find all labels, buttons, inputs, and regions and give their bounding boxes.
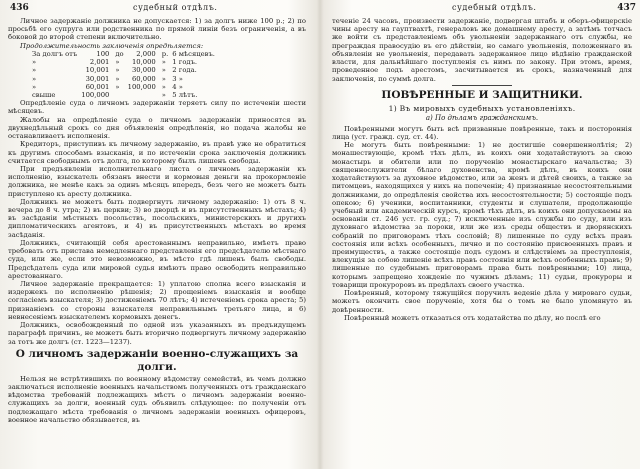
paragraph: При предъявленіи исполнительнаго листа о личномъ задержаніи къ исполненію, взыскатель обязанъ внести и кормовыя деньги на прокормленіе должника, не менѣе какъ за одинъ мѣсяцъ впередъ, безъ чего не можетъ быть приступлено къ аресту должника. bbox=[8, 164, 306, 198]
table-cell: 2,000 bbox=[136, 49, 156, 58]
table-cell: 10,001 bbox=[85, 66, 110, 75]
table-cell bbox=[128, 91, 162, 99]
table-row bbox=[32, 58, 219, 66]
table-cell: р. bbox=[161, 49, 169, 58]
table-cell: За долгъ отъ bbox=[32, 49, 78, 58]
table-cell: » bbox=[161, 90, 166, 99]
paragraph: Продолжительность заключенія опредѣляется: bbox=[20, 41, 204, 50]
table-cell: 3 » bbox=[172, 74, 183, 83]
table-cell: 4 » bbox=[172, 82, 183, 91]
divider bbox=[452, 85, 512, 86]
section-heading: ПОВѢРЕННЫЕ И ЗАЩИТНИКИ. bbox=[381, 88, 583, 101]
running-head: судебный отдѣлъ. bbox=[452, 3, 537, 12]
table-cell: » bbox=[115, 66, 120, 75]
table-cell: » bbox=[161, 66, 166, 75]
table-cell: 2 года. bbox=[172, 66, 197, 75]
paragraph: Нельзя не встрѣтившихъ по военному вѣдомству семействѣ, въ чемъ должно заключаться исполненіе военныхъ начальствомъ полученныхъ отъ гражданскаго вѣдомства требованій подлежащихъ мѣстъ о личномъ задержаніи военно-служащихъ за долги, военный судъ объявилъ слѣдующее: по полученіи отъ подлежащаго мѣста требованія о личномъ задержаніи военныхъ офицеровъ, военное начальство обязывается, въ bbox=[8, 374, 306, 424]
table-cell: 100,000 bbox=[81, 90, 110, 99]
table-row bbox=[32, 75, 219, 83]
table-cell: » bbox=[161, 82, 166, 91]
paragraph: Кредиторъ, приступивъ къ личному задержанію, въ правѣ уже не обратиться къ другимъ способамъ взысканія, и по истеченіи срока заключенія должникъ считается свободнымъ отъ долга, по которому былъ лишенъ свободы. bbox=[8, 140, 306, 165]
paragraph: Повѣренными могутъ быть всѣ призванные повѣренные, такъ и постороннія лица (уст. гражд. суд. ст. 44). bbox=[332, 124, 632, 141]
paragraph: теченіе 24 часовъ, произвести задержаніе, подвергая штабъ и оберъ-офицерскіе чины аресту на гауптвахтѣ, генераловъ же домашнему аресту, а затѣмъ тотчасъ же войти съ представленіемъ объ увольненіи задержаннаго отъ службы, не преграждая правосудію въ его дѣйствіи, но самаго увольненія, положеннаго въ объявленіи не увольненія, передавать задержанное лицо вѣдѣнію гражданской власти, для дальнѣйшаго поступленія съ нимъ по закону. При этомъ, время, проведенное подъ арестомъ, засчитывается въ срокъ, назначенный для заключенія, по суммѣ долга. bbox=[332, 17, 632, 83]
paragraph: Должникъ не можетъ быть подвергнутъ личному задержанію: 1) отъ 8 ч. вечера до 8 ч. утра; 2) въ церкви; 3) во дворцѣ и въ присутственныхъ мѣстахъ; 4) въ засѣданіи мѣстныхъ посольствъ, посольскихъ, министерскихъ и другихъ дипломатическихъ агентовъ, и 4) въ присутственныхъ мѣстахъ во время засѣданія. bbox=[8, 197, 306, 239]
table-row bbox=[32, 91, 219, 99]
paragraph: Повѣренный можетъ отказаться отъ ходатайства по дѣлу, но послѣ его bbox=[344, 313, 601, 322]
paragraph: Должникъ, освобожденный по одной изъ указанныхъ въ предъидущемъ параграфѣ причинъ, не можетъ быть вторично подвергнутъ личному задержанію за тотъ же долгъ (ст. 1223—1237). bbox=[8, 321, 306, 346]
paragraph: Жалобы на опредѣленіе суда о личномъ задержаніи приносятся въ двухнедѣльный срокъ со дня объявленія опредѣленія, но подача жалобы не останавливаетъ исполненія. bbox=[8, 115, 306, 141]
table-cell: 60,001 bbox=[85, 82, 110, 91]
table-cell: 5 лѣтъ. bbox=[172, 90, 198, 99]
table-cell: » bbox=[32, 58, 37, 67]
table-cell: » bbox=[32, 82, 37, 91]
table-cell: свыше bbox=[32, 90, 56, 99]
table-cell: 30,001 bbox=[85, 74, 110, 83]
table-row bbox=[32, 66, 219, 74]
table-cell bbox=[115, 91, 127, 99]
table-cell: » bbox=[161, 58, 166, 67]
table-cell: » bbox=[115, 82, 120, 91]
table-cell: » bbox=[32, 74, 37, 83]
table-row bbox=[32, 83, 219, 91]
right-text-column bbox=[332, 17, 632, 322]
table-cell: » bbox=[161, 74, 166, 83]
running-head: судебный отдѣлъ. bbox=[133, 3, 218, 12]
table-cell: 1 годъ. bbox=[172, 58, 198, 67]
table-cell: 60,000 bbox=[131, 74, 156, 83]
subsubsection-heading: а) По дѣламъ гражданскимъ. bbox=[425, 113, 539, 122]
section-heading: О личномъ задержаніи военно-служащихъ за долги. bbox=[15, 347, 299, 373]
paragraph: Должникъ, считающій себя арестованнымъ неправильно, имѣетъ право требовать отъ пристава немедленнаго представленія его предсѣдателю мѣстнаго суда, или же, если это невозможно, въ мѣсто гдѣ лишенъ былъ свободы. Предсѣдатель суда или мировой судья имѣютъ право освободить неправильно арестованнаго. bbox=[8, 238, 306, 280]
left-text-column bbox=[8, 17, 306, 424]
paragraph: Опредѣленіе суда о личномъ задержаніи теряетъ силу по истеченіи шести мѣсяцевъ. bbox=[8, 99, 306, 116]
paragraph: Личное задержаніе должника не допускается: 1) за долгъ ниже 100 р.; 2) по просьбѣ его супруга или родственника по прямой линіи безъ ограниченія, а въ боковой до второй степени включительно. bbox=[8, 17, 306, 42]
table-cell: до bbox=[115, 49, 124, 58]
table-row bbox=[32, 50, 219, 58]
duration-table bbox=[32, 50, 219, 99]
paragraph: Личное задержаніе прекращается: 1) уплатою сполна всего взысканія и издержекъ по исполненію рѣшенія; 2) прощеніемъ взысканія и вообще согласіемъ взыскателя; 3) достиженіемъ 70 лѣтъ; 4) истеченіемъ срока ареста; 5) признаніемъ со стороны взыскателя неправильнымъ третьяго лица, и 6) невнесеніемъ взыскателемъ кормовыхъ денегъ. bbox=[8, 280, 306, 321]
table-cell: » bbox=[115, 58, 120, 67]
right-page bbox=[322, 0, 640, 469]
table-cell: 6 мѣсяцевъ. bbox=[172, 49, 215, 58]
paragraph: Не могутъ быть повѣренными: 1) не достигшіе совершеннолѣтія; 2) монашествующіе, кромѣ тѣхъ дѣлъ, въ коихъ они ходатайствуютъ за свою монастырь и обители или по порученію монастырскаго начальства; 3) священнослужители бѣлаго духовенства, кромѣ дѣлъ, въ коихъ они ходатайствуютъ за духовное вѣдомство, или за женъ и дѣтей своихъ, а также за питомцевъ, находящихся у нихъ на попеченіи; 4) признанные несостоятельными должниками, до опредѣленія свойства ихъ несостоятельности; 5) состоящіе подъ опекою; 6) ученики, воспитанники, студенты и слушатели, продолжающіе учебный или академическій курсъ, кромѣ тѣхъ дѣлъ, въ коихъ они допускаемы на основаніи ст. 246 уст. гр. суд.; 7) исключенные изъ службы по суду, или изъ духовнаго вѣдомства за пороки, или же изъ среды обществъ и дворянскихъ собраній по приговорамъ тѣхъ сословій; 8) лишенные по суду всѣхъ правъ состоянія или всѣхъ особенныхъ, лично и по состоянію присвоенныхъ правъ и преимуществъ, а также состоящіе подъ судомъ и слѣдствіемъ за преступленія, влекущія за собою лишеніе всѣхъ правъ состоянія или всѣхъ особенныхъ правъ; 9) лишенные по судебнымъ приговорамъ права быть повѣренными; 10) лица, которымъ запрещено хожденіе по чужимъ дѣламъ; 11) судьи, прокуроры и товарищи прокуроровъ въ предѣлахъ своего участка. bbox=[332, 141, 632, 289]
page-number: 436 bbox=[10, 3, 29, 13]
table-cell: 100 bbox=[96, 49, 110, 58]
table-cell: 10,000 bbox=[131, 58, 156, 67]
subsection-heading: 1) Въ мировыхъ судебныхъ установленіяхъ. bbox=[388, 103, 576, 113]
table-cell: 2,001 bbox=[89, 58, 110, 67]
paragraph: Повѣренный, которому тяжущійся поручилъ веденіе дѣла у мироваго судьи, можетъ окончить свое порученіе, хотя бы о томъ не было упомянуто въ довѣренности. bbox=[332, 289, 632, 314]
table-cell: » bbox=[115, 74, 120, 83]
table-cell: 100,000 bbox=[127, 82, 156, 91]
page-number: 437 bbox=[617, 3, 636, 13]
table-cell: 30,000 bbox=[131, 66, 156, 75]
table-cell: » bbox=[32, 66, 37, 75]
left-page bbox=[0, 0, 316, 469]
